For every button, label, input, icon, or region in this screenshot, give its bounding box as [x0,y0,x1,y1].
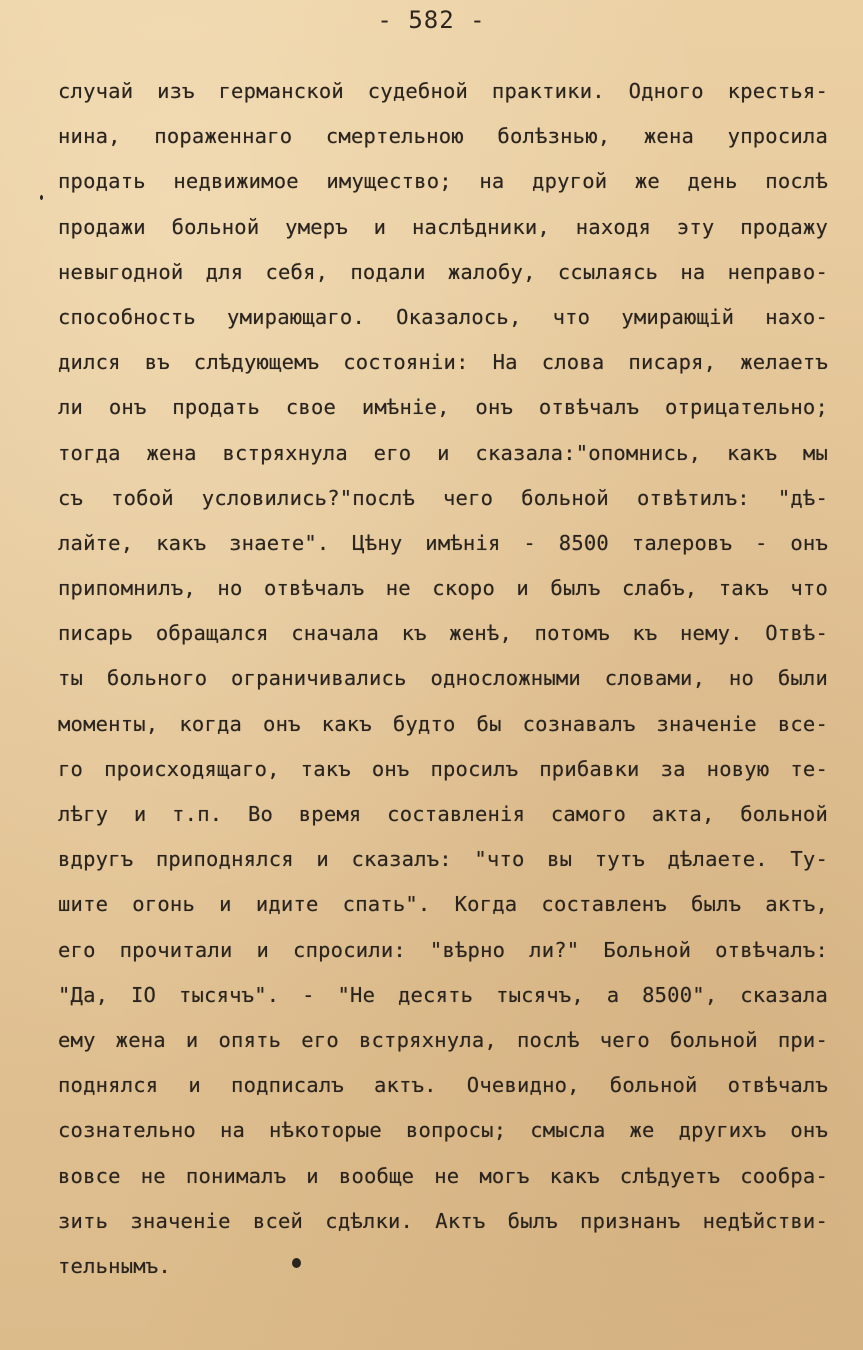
text-line: ли онъ продать свое имѣніе, онъ отвѣчалъ отрицательно; [58,395,828,420]
text-line: "Да, IO тысячъ". - "Не десять тысячъ, а 8500", сказала [58,982,828,1007]
text-line: продать недвижимое имущество; на другой же день послѣ [58,169,828,194]
text-line: моменты, когда онъ какъ будто бы сознавалъ значеніе все- [58,711,828,736]
body-text [58,74,828,1294]
text-line: нина, пораженнаго смертельною болѣзнью, жена упросила [58,124,828,149]
text-line: случай изъ германской судебной практики. Одного крестья- [58,79,828,103]
text-line: дился въ слѣдующемъ состояніи: На слова писаря, желаетъ [58,350,828,375]
text-line: вдругъ приподнялся и сказалъ: "что вы тутъ дѣлаете. Ту- [58,847,828,872]
text-line: лайте, какъ знаете". Цѣну имѣнія - 8500 талеровъ - онъ [58,530,828,555]
ink-spot [292,1258,301,1268]
text-line-last: тельнымъ. [58,1253,171,1278]
text-line: ты больного ограничивались односложными словами, но были [58,666,828,691]
text-line: лѣгу и т.п. Во время составленія самого акта, больной [58,802,828,826]
text-line: съ тобой условились?"послѣ чего больной отвѣтилъ: "дѣ- [58,485,828,510]
page-number: - 582 - [377,6,486,34]
text-line: вовсе не понималъ и вообще не могъ какъ слѣдуетъ сообра- [58,1163,828,1188]
text-line: способность умирающаго. Оказалось, что умирающій нахо- [58,304,828,329]
text-line: тогда жена встряхнула его и сказала:"опомнись, какъ мы [58,440,828,465]
text-line: сознательно на нѣкоторые вопросы; смысла же другихъ онъ [58,1118,828,1143]
text-line: ему жена и опять его встряхнула, послѣ чего больной при- [58,1027,828,1052]
text-line: зить значеніе всей сдѣлки. Актъ былъ признанъ недѣйстви- [58,1208,828,1233]
text-line: поднялся и подписалъ актъ. Очевидно, больной отвѣчалъ [58,1073,828,1098]
text-line: продажи больной умеръ и наслѣдники, находя эту продажу [58,214,828,239]
ink-spot [40,195,43,200]
text-line: писарь обращался сначала къ женѣ, потомъ къ нему. Отвѣ- [58,621,828,646]
text-line: шите огонь и идите спать". Когда составленъ былъ актъ, [58,892,828,917]
text-line: го происходящаго, такъ онъ просилъ прибавки за новую те- [58,756,828,781]
text-line: его прочитали и спросили: "вѣрно ли?" Больной отвѣчалъ: [58,937,828,962]
text-line: невыгодной для себя, подали жалобу, ссылаясь на неправо- [58,259,828,284]
text-line: припомнилъ, но отвѣчалъ не скоро и былъ слабъ, такъ что [58,576,828,601]
